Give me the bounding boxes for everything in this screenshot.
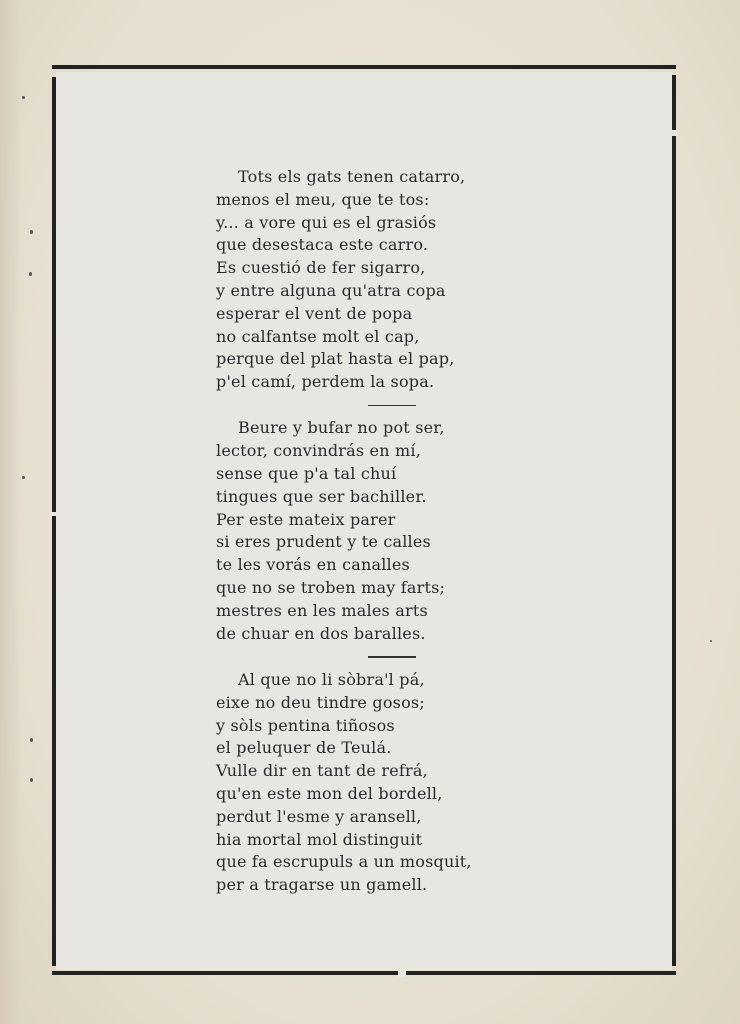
- poem-line: el peluquer de Teulá.: [216, 738, 392, 758]
- frame-border-gap: [670, 130, 678, 136]
- frame-border-gap: [398, 969, 406, 977]
- poem-line: eixe no deu tindre gosos;: [216, 692, 425, 712]
- paper-speck: [30, 738, 33, 742]
- poem-line: Tots els gats tenen catarro,: [238, 167, 466, 186]
- poem-line: Per este mateix parer: [216, 509, 396, 529]
- poem-line: que desestaca este carro.: [216, 235, 429, 255]
- frame-border-top: [52, 65, 676, 69]
- paper-speck: [710, 640, 712, 642]
- poem-line: te les vorás en canalles: [216, 555, 410, 575]
- paper-speck: [30, 778, 33, 782]
- stanza-divider: [368, 405, 416, 407]
- poem-stanza-1: [216, 166, 516, 394]
- stanza-divider: [368, 656, 416, 658]
- poem-line: esperar el vent de popa: [216, 303, 413, 323]
- poem-line: Beure y bufar no pot ser,: [238, 418, 445, 438]
- poem-line: hia mortal mol distinguit: [216, 829, 423, 849]
- poem-line: Vulle dir en tant de refrá,: [216, 761, 428, 781]
- paper-speck: [22, 96, 25, 99]
- poem-line: menos el meu, que te tos:: [216, 189, 430, 209]
- paper-speck: [29, 272, 32, 276]
- poem-line: de chuar en dos baralles.: [216, 623, 426, 643]
- poem-line: no calfantse molt el cap,: [216, 326, 420, 346]
- poem-line: que fa escrupuls a un mosquit,: [216, 852, 472, 872]
- frame-border-gap: [50, 512, 58, 516]
- poem-line: qu'en este mon del bordell,: [216, 783, 443, 803]
- frame-border-right: [672, 75, 676, 966]
- poem-line: lector, convindrás en mí,: [216, 441, 421, 461]
- poem-stanza-3: [216, 669, 516, 897]
- poem-stanza-2: [216, 417, 516, 645]
- poem-line: mestres en les males arts: [216, 600, 428, 620]
- paper-speck: [22, 476, 25, 479]
- poem-line: perdut l'esme y aransell,: [216, 806, 422, 826]
- poem-line: si eres prudent y te calles: [216, 532, 431, 552]
- poem: [216, 166, 516, 897]
- poem-line: y sòls pentina tiñosos: [216, 715, 395, 735]
- paper-speck: [30, 230, 33, 234]
- poem-line: Al que no li sòbra'l pá,: [238, 669, 425, 689]
- poem-line: Es cuestió de fer sigarro,: [216, 258, 426, 278]
- poem-line: p'el camí, perdem la sopa.: [216, 372, 435, 392]
- poem-line: y entre alguna qu'atra copa: [216, 280, 446, 300]
- poem-line: y... a vore qui es el grasiós: [216, 212, 437, 232]
- frame-border-bottom: [52, 971, 676, 975]
- spine-shadow: [0, 0, 22, 1024]
- frame-border-left: [52, 77, 56, 966]
- poem-line: per a tragarse un gamell.: [216, 875, 428, 895]
- poem-line: perque del plat hasta el pap,: [216, 349, 455, 369]
- poem-line: sense que p'a tal chuí: [216, 464, 397, 484]
- poem-line: tingues que ser bachiller.: [216, 486, 427, 506]
- poem-line: que no se troben may farts;: [216, 578, 446, 598]
